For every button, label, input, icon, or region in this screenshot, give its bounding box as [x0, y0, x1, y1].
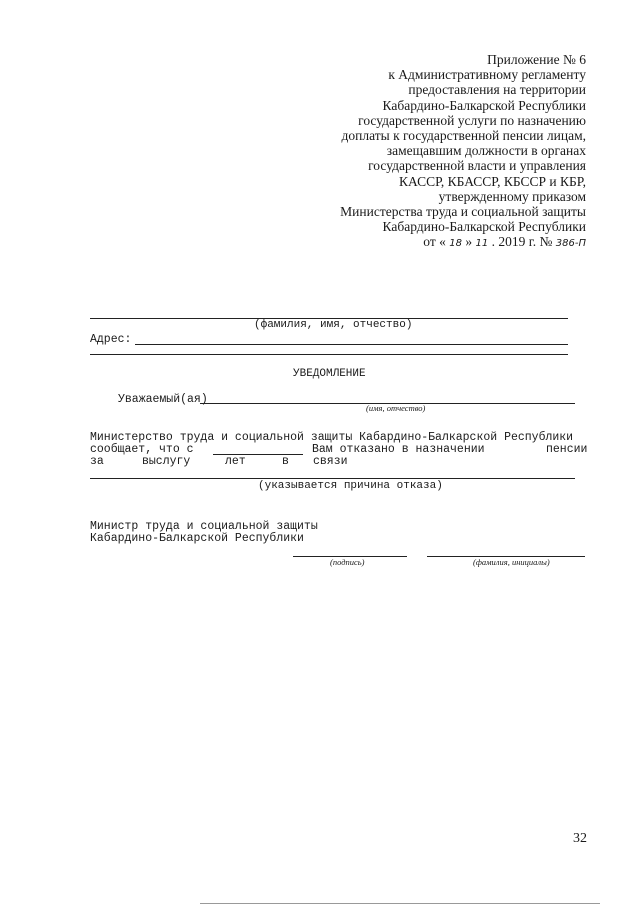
body-line-2b: Вам отказано в назначении [312, 443, 485, 456]
date-mid: » [465, 234, 473, 250]
header-line: государственной услуги по назначению [358, 112, 586, 128]
reason-line [90, 478, 575, 479]
date-month-handwritten: 11 [475, 238, 489, 250]
date-year: . 2019 г. № [491, 234, 553, 250]
header-line: утвержденному приказом [438, 188, 586, 204]
address-label: Адрес: [90, 333, 132, 346]
bottom-edge-line [200, 903, 600, 904]
header-line: к Административному регламенту [388, 67, 586, 83]
greeting-caption: (имя, отчество) [366, 403, 426, 413]
header-line: Приложение № 6 [487, 52, 586, 67]
greeting: Уважаемый(ая) [118, 393, 208, 406]
body-line-2c: пенсии [546, 443, 588, 456]
body-line-2a: сообщает, что с [90, 443, 194, 456]
body-line-3a: за [90, 455, 104, 468]
page-number: 32 [573, 831, 587, 846]
name-caption: (фамилия, инициалы) [473, 557, 550, 567]
header-line: Кабардино-Балкарской Республики [382, 97, 586, 113]
body-line-3e: связи [313, 455, 348, 468]
header-line: доплаты к государственной пенсии лицам, [341, 128, 586, 144]
header-line: замещавшим должности в органах [386, 143, 586, 159]
address-line [135, 344, 568, 345]
signatory-line-2: Кабардино-Балкарской Республики [90, 532, 304, 545]
reason-caption: (указывается причина отказа) [258, 480, 443, 492]
body-line-1: Министерство труда и социальной защиты Кабардино-Балкарской Республики [90, 431, 574, 444]
appendix-header [286, 52, 586, 252]
body-line-3b: выслугу [142, 455, 191, 468]
body-line-3c: лет [225, 455, 246, 468]
header-line: Кабардино-Балкарской Республики [382, 219, 586, 235]
order-number-handwritten: 386-П [555, 238, 586, 250]
header-line: КАССР, КБАССР, КБССР и КБР, [398, 173, 586, 189]
notice-title: УВЕДОМЛЕНИЕ [293, 368, 366, 380]
signature-caption: (подпись) [330, 557, 365, 567]
header-line: предоставления на территории [408, 82, 586, 98]
order-date-line [286, 234, 586, 251]
address-line-2 [90, 354, 568, 355]
fio-caption: (фамилия, имя, отчество) [254, 319, 413, 331]
date-day-handwritten: 18 [449, 238, 463, 250]
date-prefix: от « [423, 234, 446, 250]
signatory-line-1: Министр труда и социальной защиты [90, 520, 318, 533]
header-line: государственной власти и управления [368, 158, 586, 174]
header-line: Министерства труда и социальной защиты [340, 204, 586, 220]
body-line-3d: в [282, 455, 289, 468]
